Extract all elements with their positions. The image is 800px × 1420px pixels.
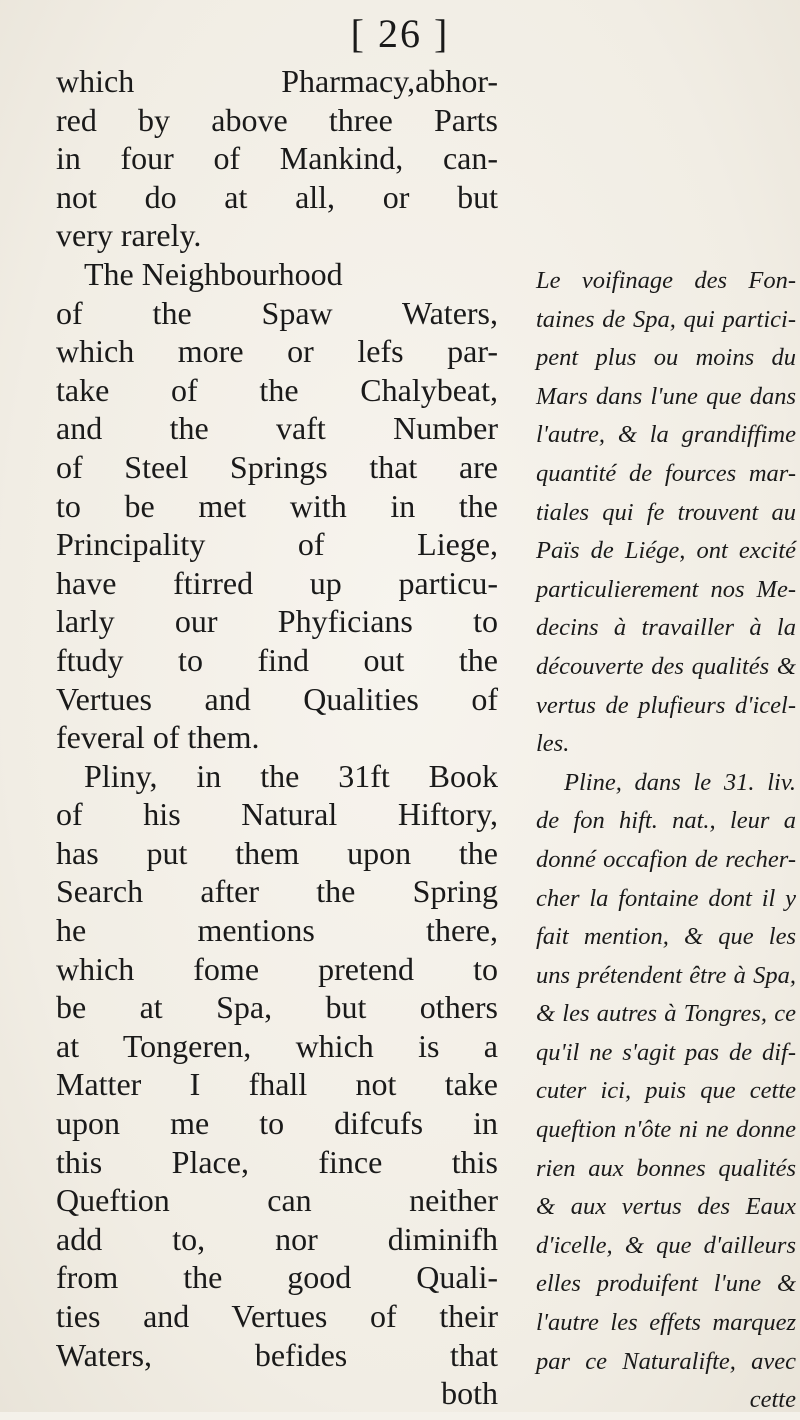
french-line: taines de Spa, qui partici- bbox=[536, 305, 796, 333]
english-line: Matter I fhall not take bbox=[56, 1066, 498, 1103]
french-line: tiales qui fe trouvent au bbox=[536, 498, 796, 526]
french-column bbox=[536, 262, 796, 1420]
english-line: have ftirred up particu- bbox=[56, 564, 498, 601]
english-line: very rarely. bbox=[56, 217, 202, 254]
english-line: Waters, befides that bbox=[56, 1336, 498, 1373]
french-line: uns prétendent être à Spa, bbox=[536, 961, 796, 989]
english-line: this Place, fince this bbox=[56, 1143, 498, 1180]
english-line: in four of Mankind, can- bbox=[56, 140, 498, 177]
french-line: fait mention, & que les bbox=[536, 923, 796, 951]
catchword: cette bbox=[749, 1386, 796, 1414]
english-line: Queftion can neither bbox=[56, 1182, 498, 1219]
french-line: donné occafion de recher- bbox=[536, 845, 796, 873]
french-line: & les autres à Tongres, ce bbox=[536, 1000, 796, 1028]
french-line: decins à travailler à la bbox=[536, 614, 796, 642]
french-line: pent plus ou moins du bbox=[536, 344, 796, 372]
english-line: add to, nor diminifh bbox=[56, 1220, 498, 1257]
french-line: & aux vertus des Eaux bbox=[536, 1193, 796, 1221]
catchword: both bbox=[441, 1375, 498, 1412]
english-line: upon me to difcufs in bbox=[56, 1105, 498, 1142]
english-line: of Steel Springs that are bbox=[56, 448, 498, 485]
french-line: par ce Naturalifte, avec bbox=[536, 1347, 796, 1375]
french-line: rien aux bonnes qualités bbox=[536, 1154, 796, 1182]
english-line: be at Spa, but others bbox=[56, 989, 498, 1026]
english-line: ties and Vertues of their bbox=[56, 1298, 498, 1334]
french-line: l'autre, & la grandiffime bbox=[536, 421, 796, 449]
english-line: Principality of Liege, bbox=[56, 526, 498, 563]
english-line: feveral of them. bbox=[56, 719, 260, 756]
french-line: Le voifinage des Fon- bbox=[536, 267, 796, 294]
english-line: larly our Phyficians to bbox=[56, 603, 498, 640]
french-line: de fon hift. nat., leur a bbox=[536, 807, 796, 835]
english-line: he mentions there, bbox=[56, 912, 498, 949]
english-line: of the Spaw Waters, bbox=[56, 294, 498, 331]
french-line: particulierement nos Me- bbox=[536, 575, 796, 603]
english-line: which fome pretend to bbox=[56, 950, 498, 987]
english-line: not do at all, or but bbox=[56, 178, 498, 215]
french-line: d'icelle, & que d'ailleurs bbox=[536, 1231, 796, 1259]
english-line: and the vaft Number bbox=[56, 410, 498, 447]
english-line: red by above three Parts bbox=[56, 101, 498, 138]
french-line: Païs de Liége, ont excité bbox=[536, 537, 796, 565]
english-line: at Tongeren, which is a bbox=[56, 1027, 498, 1064]
english-line: take of the Chalybeat, bbox=[56, 371, 498, 408]
english-line: has put them upon the bbox=[56, 834, 498, 871]
french-line: qu'il ne s'agit pas de dif- bbox=[536, 1038, 796, 1066]
french-line: Pline, dans le 31. liv. bbox=[564, 768, 796, 796]
french-line: queftion n'ôte ni ne donne bbox=[536, 1116, 796, 1144]
french-line: l'autre les effets marquez bbox=[536, 1309, 796, 1337]
french-line: quantité de fources mar- bbox=[536, 459, 796, 487]
english-line: Search after the Spring bbox=[56, 873, 498, 910]
page-number: [ 26 ] bbox=[350, 11, 450, 56]
french-line: cuter ici, puis que cette bbox=[536, 1077, 796, 1105]
english-line: of his Natural Hiftory, bbox=[56, 796, 498, 833]
french-line: découverte des qualités & bbox=[536, 652, 796, 680]
english-line: which more or lefs par- bbox=[56, 333, 498, 370]
english-line: Pliny, in the 31ft Book bbox=[84, 757, 498, 794]
english-line: to be met with in the bbox=[56, 487, 498, 524]
english-line: The Neighbourhood bbox=[84, 255, 343, 292]
french-line: Mars dans l'une que dans bbox=[536, 382, 796, 410]
french-line: elles produifent l'une & bbox=[536, 1270, 796, 1298]
french-line: vertus de plufieurs d'icel- bbox=[536, 691, 796, 719]
english-column bbox=[56, 62, 498, 1413]
french-line: les. bbox=[536, 730, 570, 758]
english-line: ftudy to find out the bbox=[56, 641, 498, 678]
french-line: cher la fontaine dont il y bbox=[536, 884, 796, 912]
english-line: Vertues and Qualities of bbox=[56, 680, 498, 717]
english-line: which Pharmacy,abhor- bbox=[56, 63, 498, 99]
english-line: from the good Quali- bbox=[56, 1259, 498, 1296]
